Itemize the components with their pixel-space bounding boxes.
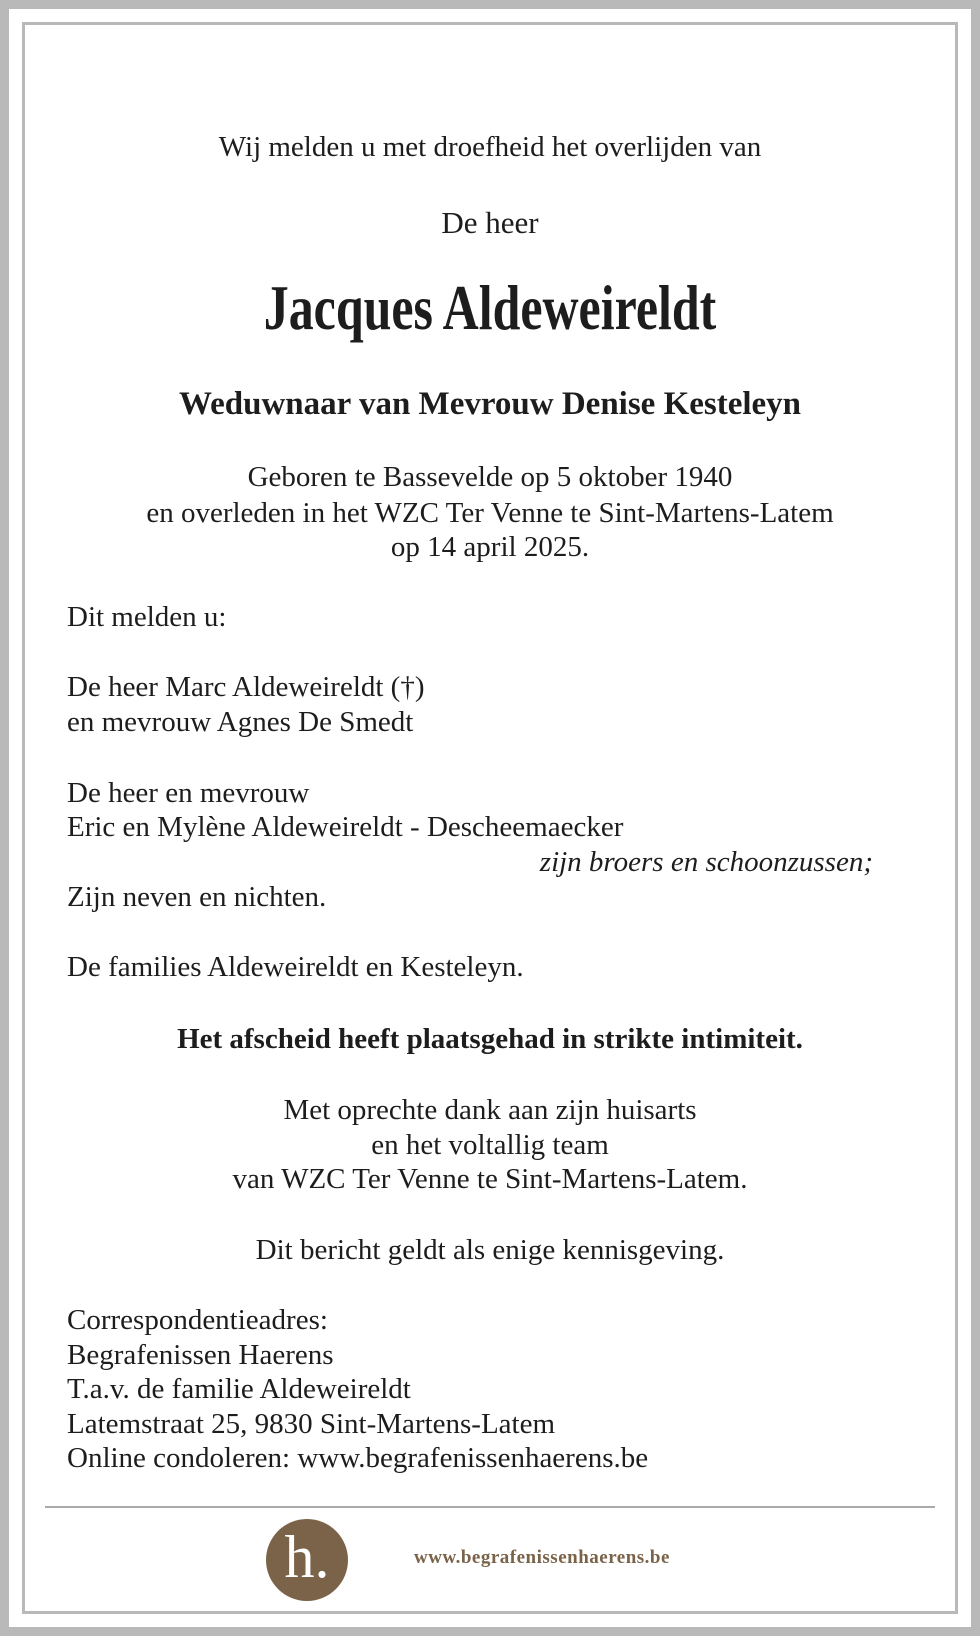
haerens-logo xyxy=(266,1519,348,1601)
relative-line-6: De families Aldeweireldt en Kesteleyn. xyxy=(67,951,524,983)
correspondence-attention: T.a.v. de familie Aldeweireldt xyxy=(67,1373,411,1405)
farewell-text: Het afscheid heeft plaatsgehad in strikte intimiteit. xyxy=(177,1023,803,1055)
salutation: De heer xyxy=(441,205,539,240)
relation-note: zijn broers en schoonzussen; xyxy=(539,846,873,878)
online-condolence: Online condoleren: www.begrafenissenhaerens.be xyxy=(67,1442,649,1474)
relative-line-3: De heer en mevrouw xyxy=(67,777,310,809)
logo-letter: h. xyxy=(284,1524,330,1590)
relative-line-2: en mevrouw Agnes De Smedt xyxy=(67,706,414,738)
deceased-name: Jacques Aldeweireldt xyxy=(263,272,717,343)
thanks-line-2: en het voltallig team xyxy=(371,1129,609,1161)
death-place-line: en overleden in het WZC Ter Venne te Sint-Martens-Latem xyxy=(146,497,834,529)
widower-line: Weduwnaar van Mevrouw Denise Kesteleyn xyxy=(178,386,802,422)
thanks-line-1: Met oprechte dank aan zijn huisarts xyxy=(283,1094,697,1126)
correspondence-address: Latemstraat 25, 9830 Sint-Martens-Latem xyxy=(67,1408,556,1440)
relative-line-1: De heer Marc Aldeweireldt (†) xyxy=(67,671,425,703)
footer-website: www.begrafenissenhaerens.be xyxy=(414,1547,670,1568)
announced-by: Dit melden u: xyxy=(67,601,227,633)
correspondence-label: Correspondentieadres: xyxy=(67,1304,328,1336)
birth-line: Geboren te Bassevelde op 5 oktober 1940 xyxy=(247,461,733,493)
only-notice-text: Dit bericht geldt als enige kennisgeving. xyxy=(255,1234,725,1266)
death-date-line: op 14 april 2025. xyxy=(390,531,590,563)
correspondence-company: Begrafenissen Haerens xyxy=(67,1339,334,1371)
thanks-line-3: van WZC Ter Venne te Sint-Martens-Latem. xyxy=(232,1163,748,1195)
relative-line-5: Zijn neven en nichten. xyxy=(67,881,327,913)
footer-divider xyxy=(45,1506,935,1508)
relative-line-4: Eric en Mylène Aldeweireldt - Descheemaecker xyxy=(67,811,624,843)
intro-text: Wij melden u met droefheid het overlijden van xyxy=(218,131,762,163)
